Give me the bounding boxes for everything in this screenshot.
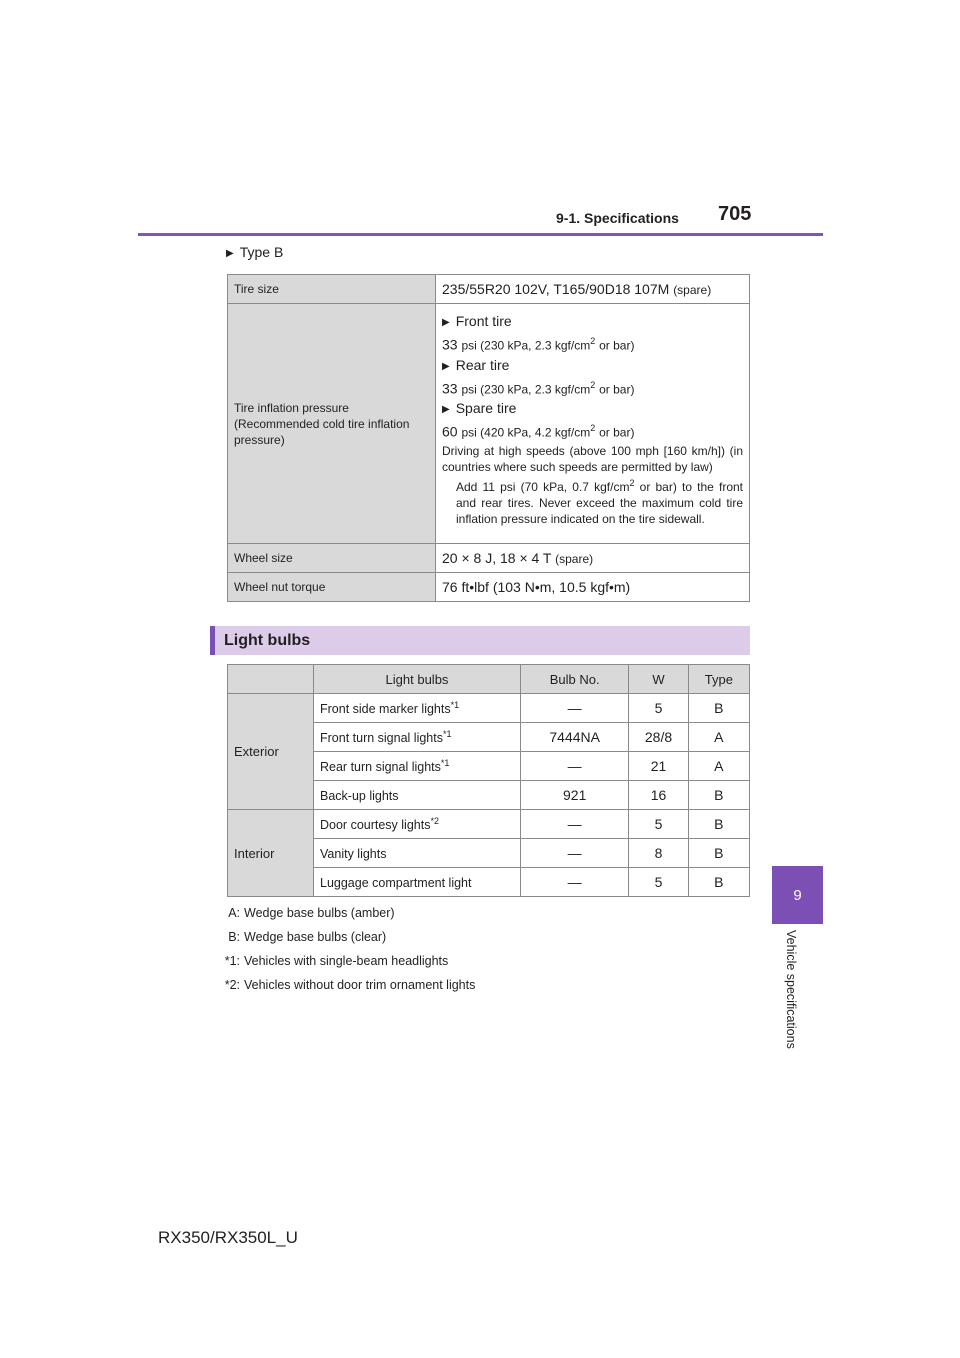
- section-title: 9-1. Specifications: [556, 210, 679, 226]
- spare-tire-pressure: [442, 419, 743, 443]
- bulb-type: B: [688, 839, 749, 868]
- column-type: Type: [688, 665, 749, 694]
- front-tire-heading: [442, 312, 743, 332]
- column-light-bulbs: Light bulbs: [314, 665, 521, 694]
- triangle-bullet-icon: ▶: [442, 317, 450, 328]
- type-label: Type B: [239, 244, 284, 260]
- front-psi: 33: [442, 336, 458, 353]
- spare-tire-heading: [442, 399, 743, 419]
- bulb-name: [314, 723, 521, 752]
- bulb-type: B: [688, 781, 749, 810]
- bulb-type: A: [688, 723, 749, 752]
- tire-size-cell: [436, 275, 750, 304]
- footnote-key: B:: [228, 930, 240, 944]
- wheel-nut-label: Wheel nut torque: [228, 573, 436, 602]
- add-sup: 2: [629, 477, 635, 488]
- chapter-tab[interactable]: 9: [772, 866, 823, 924]
- table-header-row: [228, 665, 750, 694]
- type-heading: [226, 244, 283, 260]
- bulb-name-text: Back-up lights: [320, 789, 399, 804]
- interior-label: Interior: [228, 810, 314, 897]
- spare-tire-label: Spare tire: [455, 400, 517, 417]
- footnote-text: Vehicles with single-beam headlights: [244, 954, 449, 968]
- rear-tire-heading: [442, 356, 743, 376]
- footnote-text: Vehicles without door trim ornament lights: [244, 978, 476, 992]
- page-number: 705: [718, 203, 752, 225]
- wheel-size-value: 20 × 8 J, 18 × 4 T: [442, 550, 552, 566]
- tire-spec-table: [227, 274, 750, 602]
- footnote-text: Wedge base bulbs (clear): [244, 930, 387, 944]
- footnote: [218, 954, 448, 968]
- tire-size-label: Tire size: [228, 275, 436, 304]
- bulb-name: [314, 694, 521, 723]
- front-tire-pressure: [442, 332, 743, 356]
- bulb-name: [314, 839, 521, 868]
- bulb-watt: 5: [629, 810, 688, 839]
- pressure-cell: [436, 304, 750, 544]
- bulb-name-text: Door courtesy lights: [320, 818, 431, 833]
- table-row: [228, 573, 750, 602]
- bulb-name-text: Luggage compartment light: [320, 876, 472, 891]
- header-divider: [138, 233, 823, 236]
- bulb-name-text: Vanity lights: [320, 847, 387, 862]
- rear-tire-label: Rear tire: [455, 356, 510, 373]
- front-tire-label: Front tire: [455, 313, 512, 329]
- bulb-number: 7444NA: [521, 723, 629, 752]
- bulb-watt: 5: [629, 868, 688, 897]
- bulb-footnote-ref: *1: [442, 728, 452, 739]
- footnote-key: *1:: [224, 954, 240, 968]
- table-row: [228, 694, 750, 723]
- front-units: psi (230 kPa, 2.3 kgf/cm: [461, 338, 591, 353]
- bulb-watt: 16: [629, 781, 688, 810]
- model-code: RX350/RX350L_U: [158, 1228, 298, 1247]
- front-sup: 2: [590, 336, 596, 346]
- bulb-watt: 21: [629, 752, 688, 781]
- wheel-nut-value: 76 ft•lbf (103 N•m, 10.5 kgf•m): [436, 573, 750, 602]
- bulb-footnote-ref: *2: [430, 815, 439, 826]
- bulb-watt: 5: [629, 694, 688, 723]
- rear-tire-pressure: [442, 376, 743, 400]
- bulb-name-text: Front side marker lights: [320, 702, 451, 717]
- bulb-name: [314, 810, 521, 839]
- bulb-name-text: Rear turn signal lights: [320, 760, 441, 775]
- table-row: [228, 810, 750, 839]
- bulb-type: A: [688, 752, 749, 781]
- bulb-number: 921: [521, 781, 629, 810]
- spare-or-bar: or bar): [599, 425, 635, 440]
- exterior-label: Exterior: [228, 694, 314, 810]
- footnote-key: *2:: [224, 978, 240, 992]
- pressure-label: Tire inflation pressure (Recommended cold tire inflation pressure): [228, 304, 436, 544]
- footnote: [218, 930, 386, 944]
- spare-sup: 2: [590, 423, 596, 434]
- bulb-type: B: [688, 868, 749, 897]
- light-bulbs-heading: Light bulbs: [210, 626, 750, 655]
- triangle-bullet-icon: ▶: [226, 248, 234, 259]
- group-header: [228, 665, 314, 694]
- spare-psi: 60: [442, 423, 458, 440]
- spare-units: psi (420 kPa, 4.2 kgf/cm: [461, 425, 591, 440]
- rear-sup: 2: [590, 379, 596, 390]
- bulb-watt: 28/8: [629, 723, 688, 752]
- triangle-bullet-icon: ▶: [442, 360, 450, 372]
- table-row: [228, 304, 750, 544]
- add-pressure-note: [442, 475, 743, 527]
- bulb-name: [314, 868, 521, 897]
- chapter-label: Vehicle specifications: [784, 930, 798, 1049]
- bulb-footnote-ref: *1: [450, 699, 460, 710]
- bulb-name: [314, 752, 521, 781]
- bulb-number: —: [521, 810, 629, 839]
- tire-size-value: 235/55R20 102V, T165/90D18 107M: [442, 281, 670, 297]
- bulb-watt: 8: [629, 839, 688, 868]
- table-row: [228, 275, 750, 304]
- bulb-number: —: [521, 868, 629, 897]
- wheel-size-note: (spare): [555, 552, 594, 566]
- footnote: [218, 978, 475, 992]
- column-bulb-no: Bulb No.: [521, 665, 629, 694]
- table-row: [228, 544, 750, 573]
- wheel-size-cell: [436, 544, 750, 573]
- rear-psi: 33: [442, 380, 458, 397]
- bulb-name: [314, 781, 521, 810]
- footnote: [218, 906, 395, 920]
- wheel-size-label: Wheel size: [228, 544, 436, 573]
- triangle-bullet-icon: ▶: [442, 404, 450, 416]
- light-bulb-table: [227, 664, 750, 897]
- bulb-type: B: [688, 810, 749, 839]
- add-text-b: or bar) to the front and rear tires. Never exceed the maximum cold tire inflation pressure indicated on the tire sidewall.: [456, 479, 744, 526]
- tire-size-note: (spare): [673, 283, 712, 297]
- front-or-bar: or bar): [599, 338, 635, 353]
- bulb-number: —: [521, 694, 629, 723]
- bulb-name-text: Front turn signal lights: [320, 731, 443, 746]
- column-watt: W: [629, 665, 688, 694]
- bulb-type: B: [688, 694, 749, 723]
- bulb-number: —: [521, 839, 629, 868]
- rear-units: psi (230 kPa, 2.3 kgf/cm: [461, 382, 591, 397]
- add-text-a: Add 11 psi (70 kPa, 0.7 kgf/cm: [456, 479, 630, 494]
- footnote-key: A:: [228, 906, 240, 920]
- footnote-text: Wedge base bulbs (amber): [244, 906, 395, 920]
- high-speed-note: Driving at high speeds (above 100 mph [160 km/h]) (in countries where such speeds are permitted by law): [442, 443, 743, 474]
- rear-or-bar: or bar): [599, 382, 635, 397]
- bulb-footnote-ref: *1: [440, 757, 450, 768]
- bulb-number: —: [521, 752, 629, 781]
